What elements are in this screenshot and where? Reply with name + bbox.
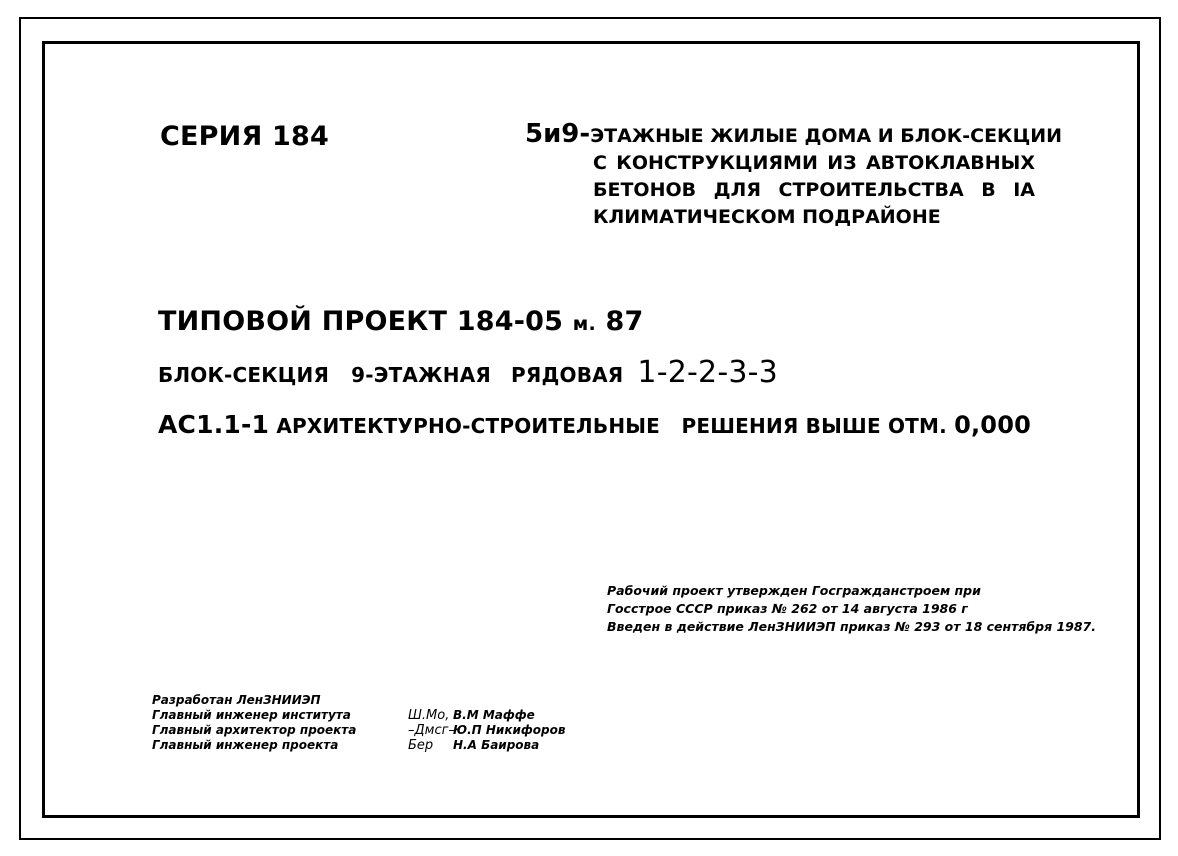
approval-line-1: Рабочий проект утвержден Госгражданстроем при [607,583,981,598]
approval-note [607,582,1096,636]
description-line-3: БЕТОНОВ ДЛЯ СТРОИТЕЛЬСТВА В IA [593,179,1035,201]
developer-name: В.М Маффе [453,708,535,722]
developers-block [152,693,566,753]
developer-signature: –Дмсг– [408,723,455,738]
block-section-line [158,355,778,390]
block-floors: 9-ЭТАЖНАЯ [351,363,492,387]
block-label: БЛОК-СЕКЦИЯ [158,363,330,387]
developer-row [152,708,535,723]
block-type: РЯДОВАЯ [511,363,624,387]
approval-line-3: Введен в действие ЛенЗНИИЭП приказ № 293 от 18 сентября 1987. [607,619,1097,634]
series-description [525,119,1063,231]
developer-role: Главный инженер проекта [152,738,339,752]
description-line-2: С КОНСТРУКЦИЯМИ ИЗ АВТОКЛАВНЫХ [593,152,1035,174]
series-label: СЕРИЯ 184 [160,121,329,152]
description-lead: 5и9- [525,119,591,149]
developer-row [152,738,540,753]
project-prefix: ТИПОВОЙ ПРОЕКТ 184-05 [158,306,564,337]
album-subtitle: РЕШЕНИЯ ВЫШЕ ОТМ. [681,414,947,438]
project-unit: м. [572,313,596,335]
album-code: АС1.1-1 [158,410,270,439]
developers-header: Разработан ЛенЗНИИЭП [152,693,321,707]
project-number: 87 [605,306,644,337]
developer-signature: Ш.Мо, [408,708,450,723]
approval-line-2: Госстрое СССР приказ № 262 от 14 августа 1986 г [607,601,968,616]
developer-name: Ю.П Никифоров [453,723,566,737]
album-mark: 0,000 [954,411,1032,439]
developer-name: Н.А Баирова [453,738,540,752]
description-line-1: ЭТАЖНЫЕ ЖИЛЫЕ ДОМА И БЛОК-СЕКЦИИ [590,125,1063,147]
developer-row [152,723,566,738]
developer-role: Главный архитектор проекта [152,723,357,737]
project-title [158,306,643,337]
developer-signature: Бер [408,738,434,753]
album-title: АРХИТЕКТУРНО-СТРОИТЕЛЬНЫЕ [276,414,661,438]
block-scheme: 1-2-2-3-3 [637,355,778,390]
developer-role: Главный инженер института [152,708,351,722]
description-line-4: КЛИМАТИЧЕСКОМ ПОДРАЙОНЕ [593,206,941,228]
album-line [158,410,1031,439]
